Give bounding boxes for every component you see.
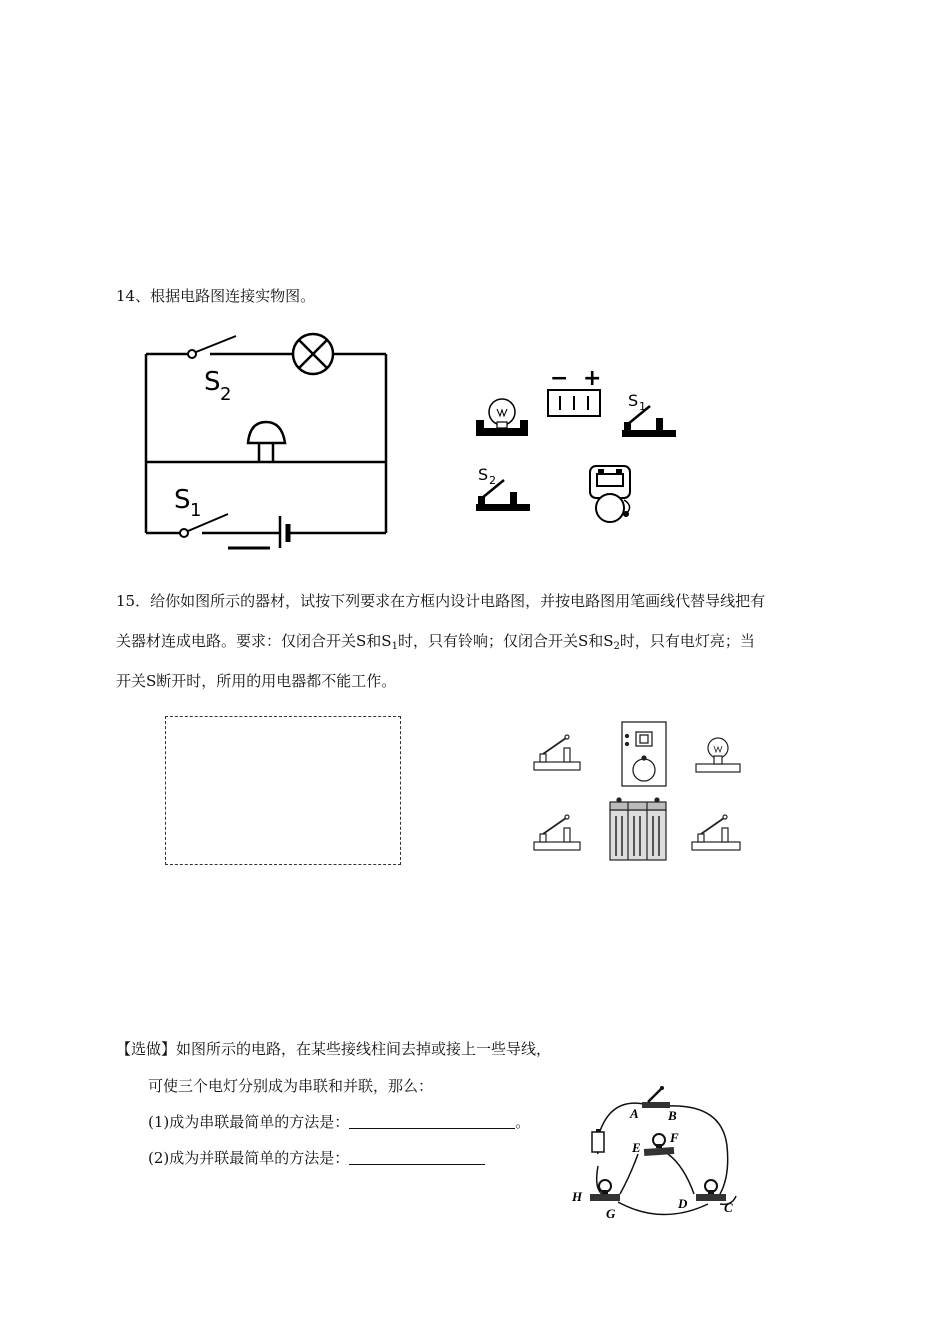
s1-label-sub: 1 [190,500,202,521]
q15-line-3: 开关S断开时，所用的用电器都不能工作。 [116,672,397,690]
terminal-label-f: F [670,1130,679,1145]
s2-part-label: S [478,465,489,484]
s2-label-sub: 2 [220,384,232,405]
s2-part-label-sub: 2 [489,474,496,487]
q15-answer-box[interactable] [165,716,401,865]
battery-minus-label: − [550,366,569,391]
optional-line-2: 可使三个电灯分别成为串联和并联，那么： [148,1077,434,1095]
q15-equipment [530,718,750,868]
optional-q2: (2)成为并联最简单的方法是： [148,1148,485,1168]
lamp-hg-icon [590,1180,620,1201]
switch-part-icon [534,815,580,850]
optional-q1: (1)成为串联最简单的方法是： 。 [148,1113,531,1131]
switch-part-icon [534,735,580,770]
switch-s2-part-icon [476,465,530,511]
switch-ab-icon [642,1086,670,1108]
terminal-label-c: C [724,1200,733,1215]
s1-label: S [174,485,191,515]
q14-circuit-diagram [140,328,400,548]
terminal-label-b: B [668,1108,677,1123]
optional-line-1: 【选做】如图所示的电路，在某些接线柱间去掉或接上一些导线， [116,1040,552,1058]
lamp-part-icon [476,399,528,436]
switch-part-icon [692,815,740,850]
q15-line-2: 关器材连成电路。要求：仅闭合开关S和$S_1$时，只有铃响；仅闭合开关S和$S_2$时，只有电灯亮；当 [116,632,755,652]
battery-part-icon [548,366,601,416]
s2-label: S [204,367,221,397]
terminal-label-h: H [572,1189,583,1204]
q14-real-parts [470,368,700,518]
terminal-label-a: A [630,1106,639,1121]
lamp-symbol [293,334,333,374]
battery-cell-icon [592,1129,604,1152]
bell-symbol [248,422,285,462]
s1-part-label-sub: 1 [639,400,646,413]
battery-plus-label: + [583,366,602,391]
battery-pack-icon [610,798,666,860]
terminal-label-d: D [678,1196,688,1211]
bell-part-icon [622,722,666,786]
q15-line-1: 15．给你如图所示的器材，试按下列要求在方框内设计电路图，并按电路图用笔画线代替导线把有 [116,592,766,610]
optional-circuit-figure [572,1076,742,1226]
q1-answer-blank[interactable] [349,1113,515,1129]
switch-s1-part-icon [622,391,676,437]
s1-part-label: S [628,391,639,410]
lamp-part-icon [696,738,740,772]
q14-text: 14、根据电路图连接实物图。 [116,287,316,305]
terminal-label-g: G [606,1206,616,1221]
bell-part-icon [590,466,630,522]
terminal-label-e: E [632,1140,641,1155]
q2-answer-blank[interactable] [349,1149,485,1165]
